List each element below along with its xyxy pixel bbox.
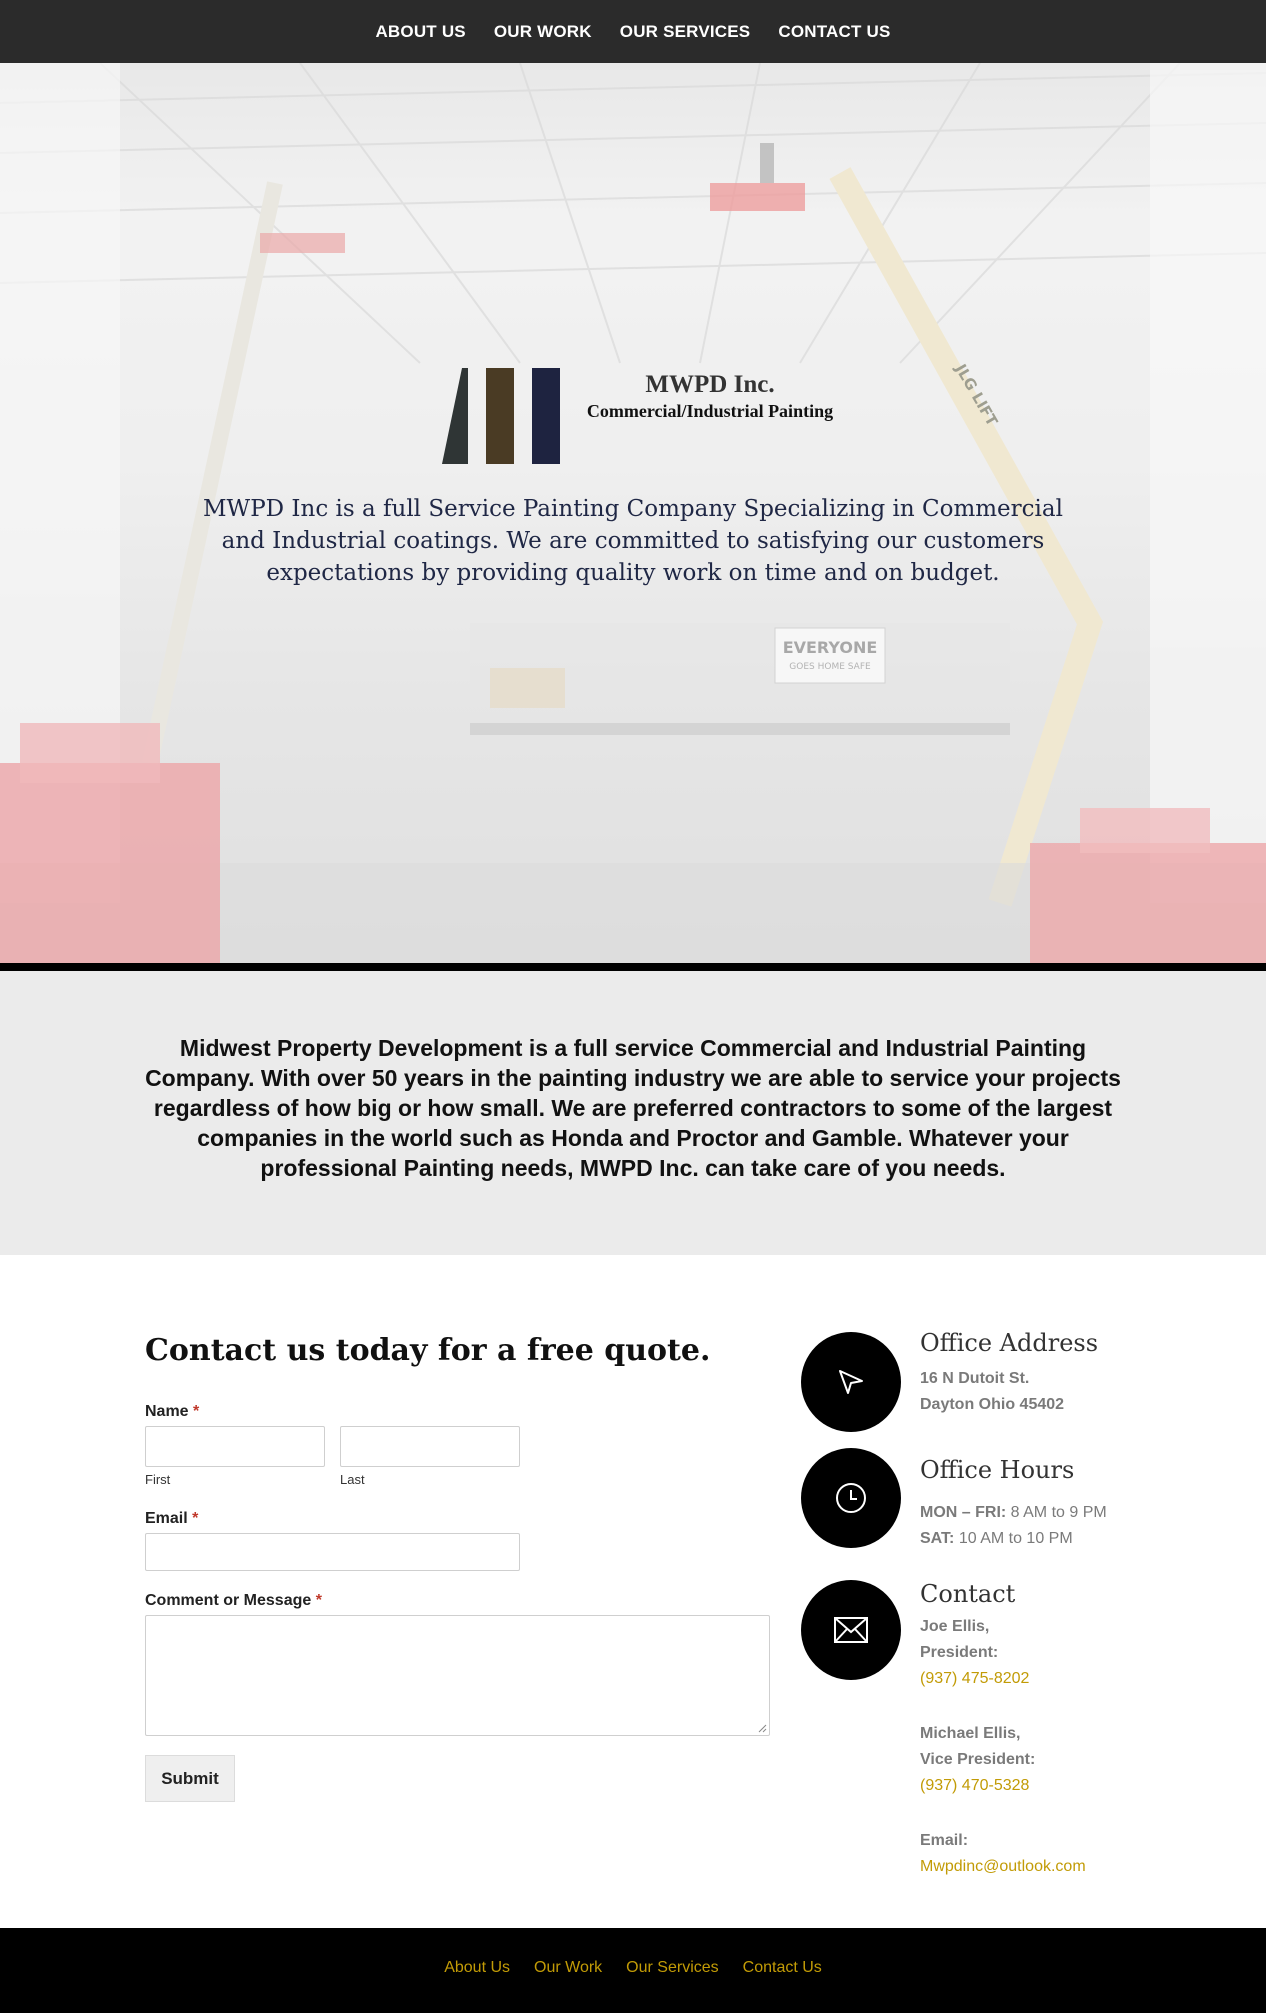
last-name-input[interactable] — [340, 1426, 520, 1467]
message-label-text: Comment or Message — [145, 1592, 312, 1609]
safety-sign-line1: EVERYONE — [782, 638, 878, 657]
intro-section — [0, 971, 1266, 1255]
saturday-hours: 10 AM to 10 PM — [958, 1530, 1073, 1547]
nav-about-us[interactable]: ABOUT US — [375, 21, 466, 41]
address-line1: 16 N Dutoit St. — [920, 1370, 1030, 1387]
person1-title: President: — [920, 1644, 999, 1661]
email-link[interactable]: Mwpdinc@outlook.com — [920, 1858, 1086, 1875]
logo-wordmark — [580, 371, 840, 422]
person1-name: Joe Ellis, — [920, 1618, 990, 1635]
address-icon-circle — [801, 1332, 901, 1432]
name-label-text: Name — [145, 1403, 189, 1420]
footer-contact-us[interactable]: Contact Us — [742, 1958, 822, 1976]
weekday-label: MON – FRI: — [920, 1504, 1007, 1521]
email-label-text: Email — [145, 1510, 188, 1527]
logo-subtitle: Commercial/Industrial Painting — [586, 401, 834, 421]
top-nav — [0, 0, 1266, 63]
footer-our-work[interactable]: Our Work — [534, 1958, 603, 1976]
last-name-sublabel: Last — [340, 1472, 365, 1487]
nav-our-work[interactable]: OUR WORK — [493, 21, 592, 41]
hero-tagline: MWPD Inc is a full Service Painting Company Specializing in Commercial and Industrial coatings. We are committed to satisfying our customers expectations by providing quality work on time and on budget. — [203, 496, 1063, 586]
nav-contact-us[interactable]: CONTACT US — [778, 21, 891, 41]
first-name-sublabel: First — [145, 1472, 171, 1487]
cursor-arrow-icon — [836, 1367, 866, 1397]
logo-bars-icon — [440, 340, 580, 465]
clock-icon — [834, 1481, 868, 1515]
submit-button[interactable]: Submit — [145, 1755, 235, 1802]
nav-our-services[interactable]: OUR SERVICES — [619, 21, 751, 41]
address-line2: Dayton Ohio 45402 — [920, 1396, 1065, 1413]
email-input[interactable] — [145, 1533, 520, 1571]
hero-divider — [0, 963, 1266, 971]
person2-title: Vice President: — [920, 1751, 1036, 1768]
required-mark: * — [193, 1403, 200, 1420]
contact-heading: Contact — [920, 1580, 1016, 1608]
hero-section — [0, 63, 1266, 963]
office-hours-heading: Office Hours — [920, 1456, 1075, 1484]
form-title: Contact us today for a free quote. — [145, 1333, 711, 1368]
contact-icon-circle — [801, 1580, 901, 1680]
person2-phone-link[interactable]: (937) 470-5328 — [920, 1777, 1030, 1794]
saturday-hours-row — [920, 1526, 1107, 1552]
footer-our-services[interactable]: Our Services — [626, 1958, 719, 1976]
logo-title: MWPD Inc. — [645, 371, 775, 398]
footer-nav — [0, 1928, 1266, 2013]
person1-phone-link[interactable]: (937) 475-8202 — [920, 1670, 1030, 1687]
office-address-heading: Office Address — [920, 1329, 1099, 1357]
name-label — [145, 1403, 199, 1421]
weekday-hours: 8 AM to 9 PM — [1010, 1504, 1107, 1521]
person2-name: Michael Ellis, — [920, 1725, 1021, 1742]
company-logo — [440, 340, 840, 465]
email-label-info: Email: — [920, 1832, 969, 1849]
required-mark: * — [192, 1510, 199, 1527]
envelope-icon — [833, 1616, 869, 1644]
required-mark: * — [315, 1592, 322, 1609]
contact-text — [920, 1614, 1086, 1880]
office-hours-text — [920, 1500, 1107, 1552]
office-address-text — [920, 1366, 1064, 1418]
lift-label: JLG LIFT — [951, 361, 1002, 430]
intro-text: Midwest Property Development is a full service Commercial and Industrial Painting Company. With over 50 years in the painting industry we are able to service your projects regardless of how big or how small. We are preferred contractors to some of the largest companies in the world such as Honda and Proctor and Gamble. Whatever your professional Painting needs, MWPD Inc. can take care of you needs. — [145, 1035, 1121, 1181]
message-label — [145, 1592, 322, 1610]
footer-about-us[interactable]: About Us — [444, 1958, 511, 1976]
hours-icon-circle — [801, 1448, 901, 1548]
safety-sign-line2: GOES HOME SAFE — [789, 662, 871, 672]
resize-handle-icon[interactable] — [757, 1723, 767, 1733]
message-textarea[interactable] — [145, 1615, 770, 1736]
first-name-input[interactable] — [145, 1426, 325, 1467]
saturday-label: SAT: — [920, 1530, 955, 1547]
weekday-hours-row — [920, 1500, 1107, 1526]
email-label — [145, 1510, 198, 1528]
